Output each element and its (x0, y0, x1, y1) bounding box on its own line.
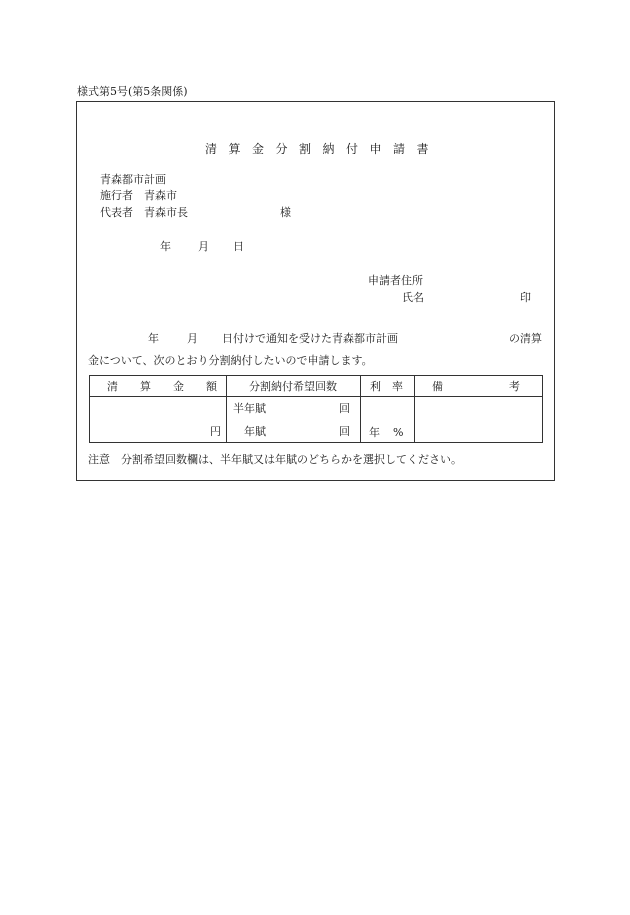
title-char: 分 (275, 142, 288, 156)
title-char: 納 (322, 142, 335, 156)
title-char: 申 (369, 142, 382, 156)
date-year: 年 (160, 240, 171, 253)
form-number: 様式第5号(第5条関係) (77, 85, 188, 98)
title-char: 算 (228, 142, 241, 156)
header-amount (90, 376, 227, 397)
installments-cell[interactable] (227, 397, 361, 443)
header-amount-label: 清 算 金 額 (107, 380, 217, 393)
table-header-row (90, 376, 543, 397)
title-char: 書 (416, 142, 429, 156)
rate-percent-unit: % (393, 426, 404, 439)
header-installments (227, 376, 361, 397)
remarks-cell[interactable] (415, 397, 543, 443)
date-month: 月 (198, 240, 209, 253)
header-remarks (415, 376, 543, 397)
header-rate (361, 376, 415, 397)
applicant-seal: 印 (520, 291, 531, 304)
title-char: 割 (299, 142, 312, 156)
title-char: 金 (252, 142, 265, 156)
header-rate-label: 利 率 (370, 380, 403, 393)
header-installments-label: 分割納付希望回数 (249, 380, 337, 393)
body-month: 月 (187, 332, 198, 345)
times-unit-half-year: 回 (339, 402, 350, 415)
addressee-city-plan: 青森都市計画 (100, 173, 166, 186)
date-day: 日 (233, 240, 244, 253)
title-char: 付 (346, 142, 359, 156)
body-seisan: の清算 (509, 332, 542, 345)
rate-year-unit: 年 (369, 426, 380, 439)
times-unit-annual: 回 (339, 425, 350, 438)
annual-label: 年賦 (244, 425, 266, 438)
amount-cell[interactable] (90, 397, 227, 443)
addressee-honorific: 様 (280, 206, 291, 219)
title-char: 請 (393, 142, 406, 156)
form-title (205, 140, 440, 157)
applicant-address-label: 申請者住所 (368, 274, 423, 287)
addressee-representative: 代表者 青森市長 (100, 206, 188, 219)
table-body-row (90, 397, 543, 443)
title-char: 清 (205, 142, 218, 156)
rate-cell[interactable] (361, 397, 415, 443)
yen-unit: 円 (210, 425, 221, 438)
half-year-label: 半年賦 (233, 402, 266, 415)
installment-table (89, 375, 543, 443)
form-note: 注意 分割希望回数欄は、半年賦又は年賦のどちらかを選択してください。 (88, 453, 462, 466)
body-year: 年 (148, 332, 159, 345)
addressee-executor: 施行者 青森市 (100, 189, 177, 202)
body-notice: 日付けで通知を受けた青森都市計画 (222, 332, 398, 345)
body-line2: 金について、次のとおり分割納付したいので申請します。 (88, 354, 373, 367)
applicant-name-label: 氏名 (402, 291, 424, 304)
header-remarks-label: 備 考 (432, 380, 520, 393)
